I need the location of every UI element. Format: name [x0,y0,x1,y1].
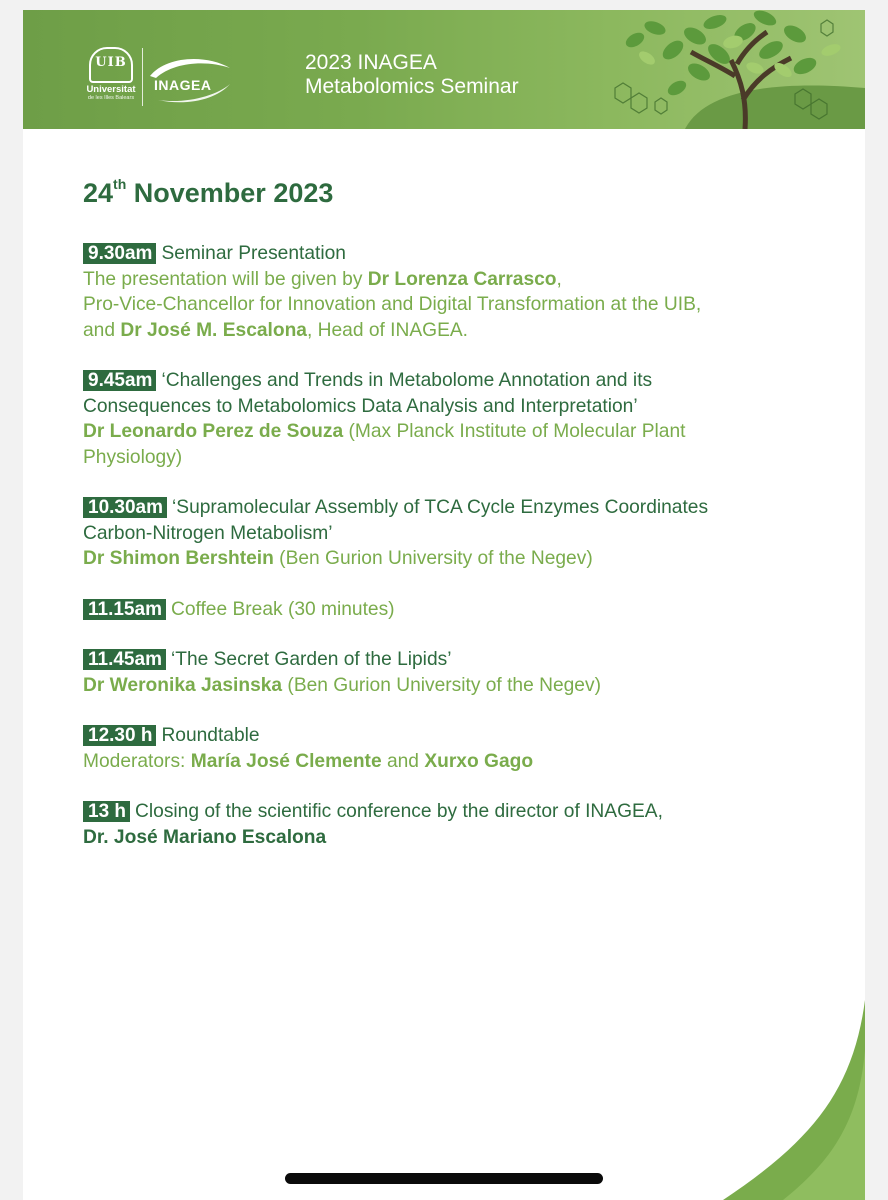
inagea-wordmark: INAGEA [154,77,212,93]
inagea-logo [146,54,234,104]
date-suffix: th [113,176,127,192]
item-title: Carbon-Nitrogen Metabolism’ [83,522,333,544]
moderator-name: María José Clemente [190,750,382,772]
speaker-name: Dr. José Mariano Escalona [83,826,327,848]
time-badge: 10.30am [83,497,167,518]
speaker-name: Dr Lorenza Carrasco [367,268,557,290]
date-rest: November 2023 [126,178,334,208]
uib-name: Universitat [86,84,136,95]
speaker-name: Dr Weronika Jasinska [83,674,283,696]
uib-subname: de les Illes Balears [87,95,135,101]
conjunction: and [381,750,425,772]
item-title: Coffee Break (30 minutes) [170,598,395,620]
schedule-item [83,723,843,774]
speaker-name: Dr José M. Escalona [120,319,307,341]
schedule-item [83,495,843,572]
uib-emblem-icon [89,47,133,83]
affiliation: (Ben Gurion University of the Negev) [273,548,593,569]
affiliation: Physiology) [83,446,183,468]
item-title: ‘Challenges and Trends in Metabolome Annotation and its [161,370,653,391]
logo-divider [142,48,143,106]
header-banner [23,10,865,129]
affiliation: (Max Planck Institute of Molecular Plant [343,421,686,442]
moderators-label: Moderators: [83,750,191,772]
item-title: Consequences to Metabolomics Data Analysis and Interpretation’ [83,395,638,417]
schedule-item [83,241,843,343]
item-text: , Head of INAGEA. [306,319,469,341]
time-badge: 13 h [83,801,130,822]
date-day: 24 [83,178,114,208]
time-badge: 11.45am [83,649,166,670]
schedule-item [83,647,843,698]
uib-emblem-text: UIB [95,55,127,70]
item-title: Roundtable [161,725,260,746]
item-title: ‘Supramolecular Assembly of TCA Cycle Enzymes Coordinates [172,497,709,518]
schedule-item [83,597,843,623]
event-date [83,170,843,210]
time-badge: 11.15am [83,599,166,620]
item-text: and [83,319,121,341]
schedule-item [83,368,843,470]
seminar-title [305,51,519,99]
time-badge: 12.30 h [83,725,156,746]
home-indicator[interactable] [285,1173,603,1184]
item-text: The presentation will be given by [83,268,368,290]
uib-logo [81,47,141,117]
speaker-name: Dr Shimon Bershtein [83,548,274,569]
item-text: , [556,268,562,290]
speaker-name: Dr Leonardo Perez de Souza [83,421,344,442]
item-title: Seminar Presentation [161,243,346,264]
schedule-item [83,799,843,850]
item-title: Closing of the scientific conference by the director of INAGEA, [135,801,663,822]
title-line-2: Metabolomics Seminar [305,75,519,98]
item-title: ‘The Secret Garden of the Lipids’ [170,649,452,670]
schedule [83,170,843,875]
time-badge: 9.30am [83,243,156,264]
item-text: Pro-Vice-Chancellor for Innovation and Digital Transformation at the UIB, [83,294,702,315]
time-badge: 9.45am [83,370,156,391]
program-page [23,10,865,1200]
affiliation: (Ben Gurion University of the Negev) [282,674,601,696]
tree-illustration-icon [595,10,865,129]
moderator-name: Xurxo Gago [424,750,534,772]
title-line-1: 2023 INAGEA [305,51,437,74]
